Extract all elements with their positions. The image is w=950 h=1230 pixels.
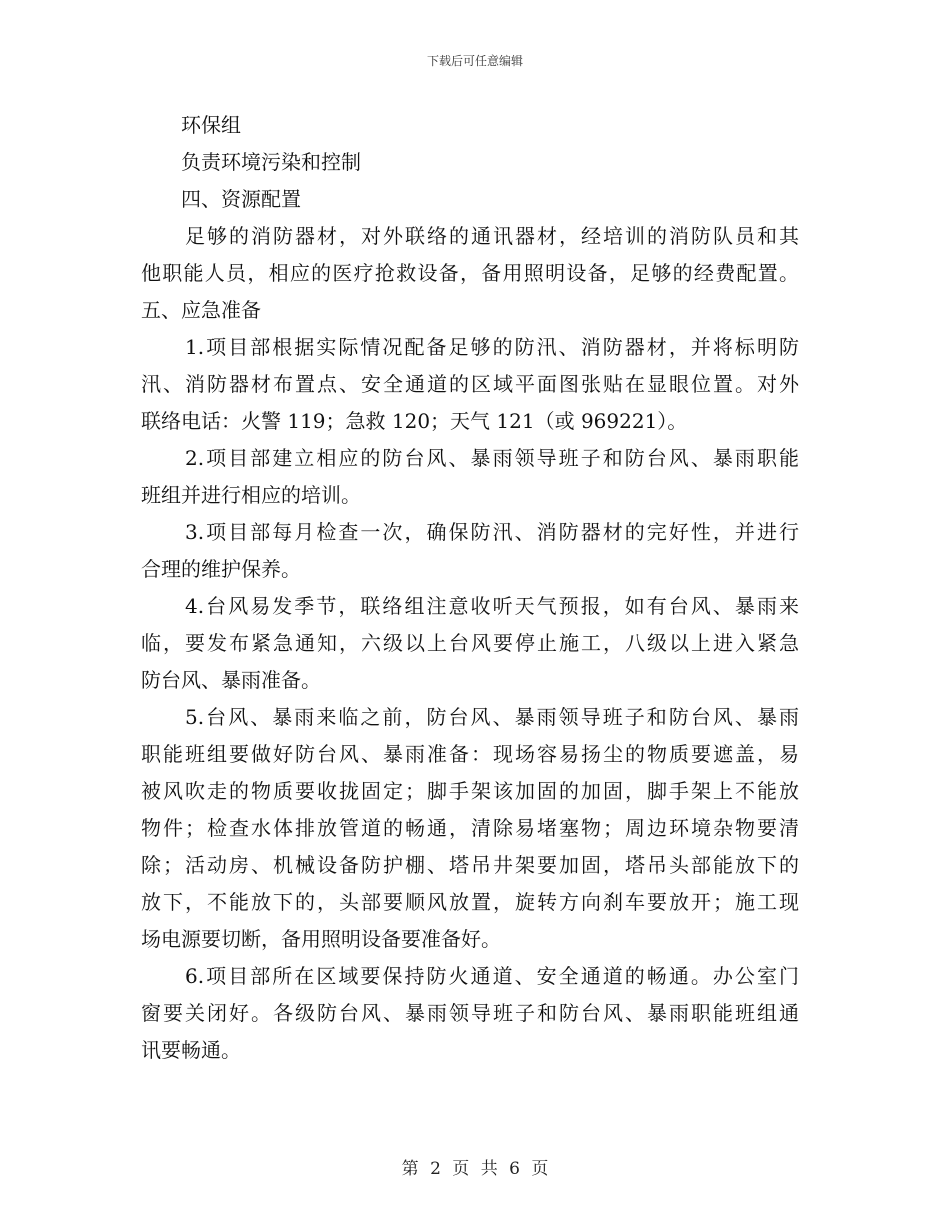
text-line: 防台风、暴雨准备。 bbox=[141, 668, 321, 692]
text-line: 被风吹走的物质要收拢固定；脚手架该加固的加固，脚手架上不能放 bbox=[141, 779, 799, 803]
text-line: 五、应急准备 bbox=[141, 298, 261, 322]
text-line: 2.项目部建立相应的防台风、暴雨领导班子和防台风、暴雨职能 bbox=[141, 446, 799, 470]
text-line: 场电源要切断，备用照明设备要准备好。 bbox=[141, 927, 501, 951]
text-line: 临，要发布紧急通知，六级以上台风要停止施工，八级以上进入紧急 bbox=[141, 631, 799, 655]
text-line: 物件；检查水体排放管道的畅通，清除易堵塞物；周边环境杂物要清 bbox=[141, 816, 799, 840]
text-line: 窗要关闭好。各级防台风、暴雨领导班子和防台风、暴雨职能班组通 bbox=[141, 1001, 799, 1025]
text-line: 1.项目部根据实际情况配备足够的防汛、消防器材，并将标明防 bbox=[141, 335, 799, 359]
text-line: 足够的消防器材，对外联络的通讯器材，经培训的消防队员和其 bbox=[141, 224, 799, 248]
text-line: 5.台风、暴雨来临之前，防台风、暴雨领导班子和防台风、暴雨 bbox=[141, 705, 799, 729]
text-line: 讯要畅通。 bbox=[141, 1038, 241, 1062]
text-line: 四、资源配置 bbox=[141, 187, 301, 211]
text-line: 6.项目部所在区域要保持防火通道、安全通道的畅通。办公室门 bbox=[141, 964, 799, 988]
text-line: 班组并进行相应的培训。 bbox=[141, 483, 361, 507]
text-line: 他职能人员，相应的医疗抢救设备，备用照明设备，足够的经费配置。 bbox=[141, 261, 799, 285]
text-line: 职能班组要做好防台风、暴雨准备：现场容易扬尘的物质要遮盖，易 bbox=[141, 742, 799, 766]
text-line: 4.台风易发季节，联络组注意收听天气预报，如有台风、暴雨来 bbox=[141, 594, 799, 618]
text-line: 负责环境污染和控制 bbox=[141, 150, 361, 174]
page-number-footer: 第 2 页 共 6 页 bbox=[401, 1159, 549, 1179]
text-line: 3.项目部每月检查一次，确保防汛、消防器材的完好性，并进行 bbox=[141, 520, 799, 544]
page-header-note: 下载后可任意编辑 bbox=[426, 54, 523, 68]
text-line: 汛、消防器材布置点、安全通道的区域平面图张贴在显眼位置。对外 bbox=[141, 372, 799, 396]
text-line: 除；活动房、机械设备防护棚、塔吊井架要加固，塔吊头部能放下的 bbox=[141, 853, 799, 877]
text-line: 放下，不能放下的，头部要顺风放置，旋转方向刹车要放开；施工现 bbox=[141, 890, 799, 914]
text-line: 联络电话：火警 119；急救 120；天气 121（或 969221）。 bbox=[141, 409, 688, 433]
text-line: 环保组 bbox=[141, 113, 241, 137]
text-line: 合理的维护保养。 bbox=[141, 557, 301, 581]
document-body bbox=[141, 107, 799, 1069]
